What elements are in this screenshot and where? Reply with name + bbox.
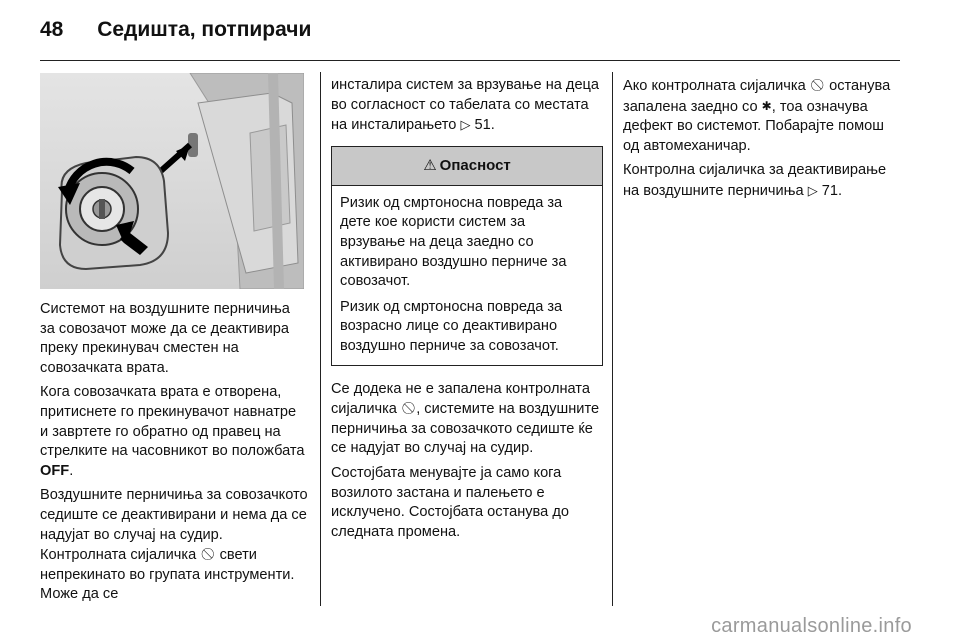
- watermark: carmanualsonline.info: [711, 615, 912, 637]
- page-header: [40, 18, 311, 42]
- page-title: Седишта, потпирачи: [97, 18, 312, 41]
- header-rule: [40, 60, 900, 61]
- column-2: [331, 76, 603, 547]
- paragraph: Воздушните перничиња за совозачкото седиште се деактивирани и нема да се надујат во случај на судир. Контролната сијаличка 🚫︎ свети непрекинато во групата инструменти. Може да се: [40, 487, 308, 603]
- paragraph: Контролна сијаличка за деактивирање на воздушните перничиња ▷ 71.: [623, 162, 887, 199]
- page-reference[interactable]: 71.: [821, 182, 843, 199]
- airbag-warning-icon: ✱: [761, 98, 772, 113]
- warning-text: Ризик од смртоносна повреда за дете кое користи систем за врзување на деца заедно со активирано воздушно перниче за совозачот.: [340, 194, 567, 290]
- paragraph: Кога совозачката врата е отворена, притиснете го прекинувачот навнатре и завртете го обратно од правец на стрелките на часовникот во положбата OFF.: [40, 384, 305, 479]
- airbag-switch-illustration: [40, 73, 304, 289]
- warning-triangle-icon: ⚠: [423, 156, 437, 174]
- warning-body: [332, 186, 602, 365]
- paragraph: Ако контролната сијаличка 🚫︎ останува запалена заедно со ✱, тоа означува дефект во системот. Побарајте помош од автомеханичар.: [623, 78, 891, 154]
- airbag-off-icon: 🚫︎: [200, 547, 216, 562]
- warning-header: [332, 147, 602, 186]
- danger-warning-box: [331, 146, 603, 366]
- paragraph: Системот на воздушните перничиња за совозачот може да се деактивира преку прекинувач сместен на совозачката врата.: [40, 301, 290, 376]
- column-divider-2: [612, 72, 613, 606]
- column-1: [40, 300, 308, 610]
- airbag-off-icon: 🚫︎: [809, 78, 826, 92]
- paragraph: инсталира систем за врзување на деца во согласност со табелата со местата на инсталирањето ▷ 51.: [331, 77, 600, 134]
- off-position-label: OFF: [40, 462, 70, 479]
- paragraph: Се додека не е запалена контролната сијаличка 🚫︎, системите на воздушните перничиња за совозачкото седиште ќе се надујат во случај на судир.: [331, 380, 600, 457]
- airbag-off-icon: 🚫︎: [400, 401, 417, 416]
- warning-text: Ризик од смртоносна повреда за возрасно лице со деактивирано воздушно перниче за совозачот.: [340, 298, 563, 354]
- page-number: 48: [40, 18, 64, 41]
- warning-title: Опасност: [439, 156, 511, 174]
- column-divider-1: [320, 72, 321, 606]
- paragraph: Состојбата менувајте ја само кога возилото застана и палењето е исклучено. Состојбата останува до следната промена.: [331, 464, 569, 540]
- page-ref-arrow-icon: ▷: [807, 182, 818, 198]
- column-3: [623, 76, 903, 207]
- page-ref-arrow-icon: ▷: [460, 117, 471, 133]
- page-reference[interactable]: 51.: [474, 117, 495, 134]
